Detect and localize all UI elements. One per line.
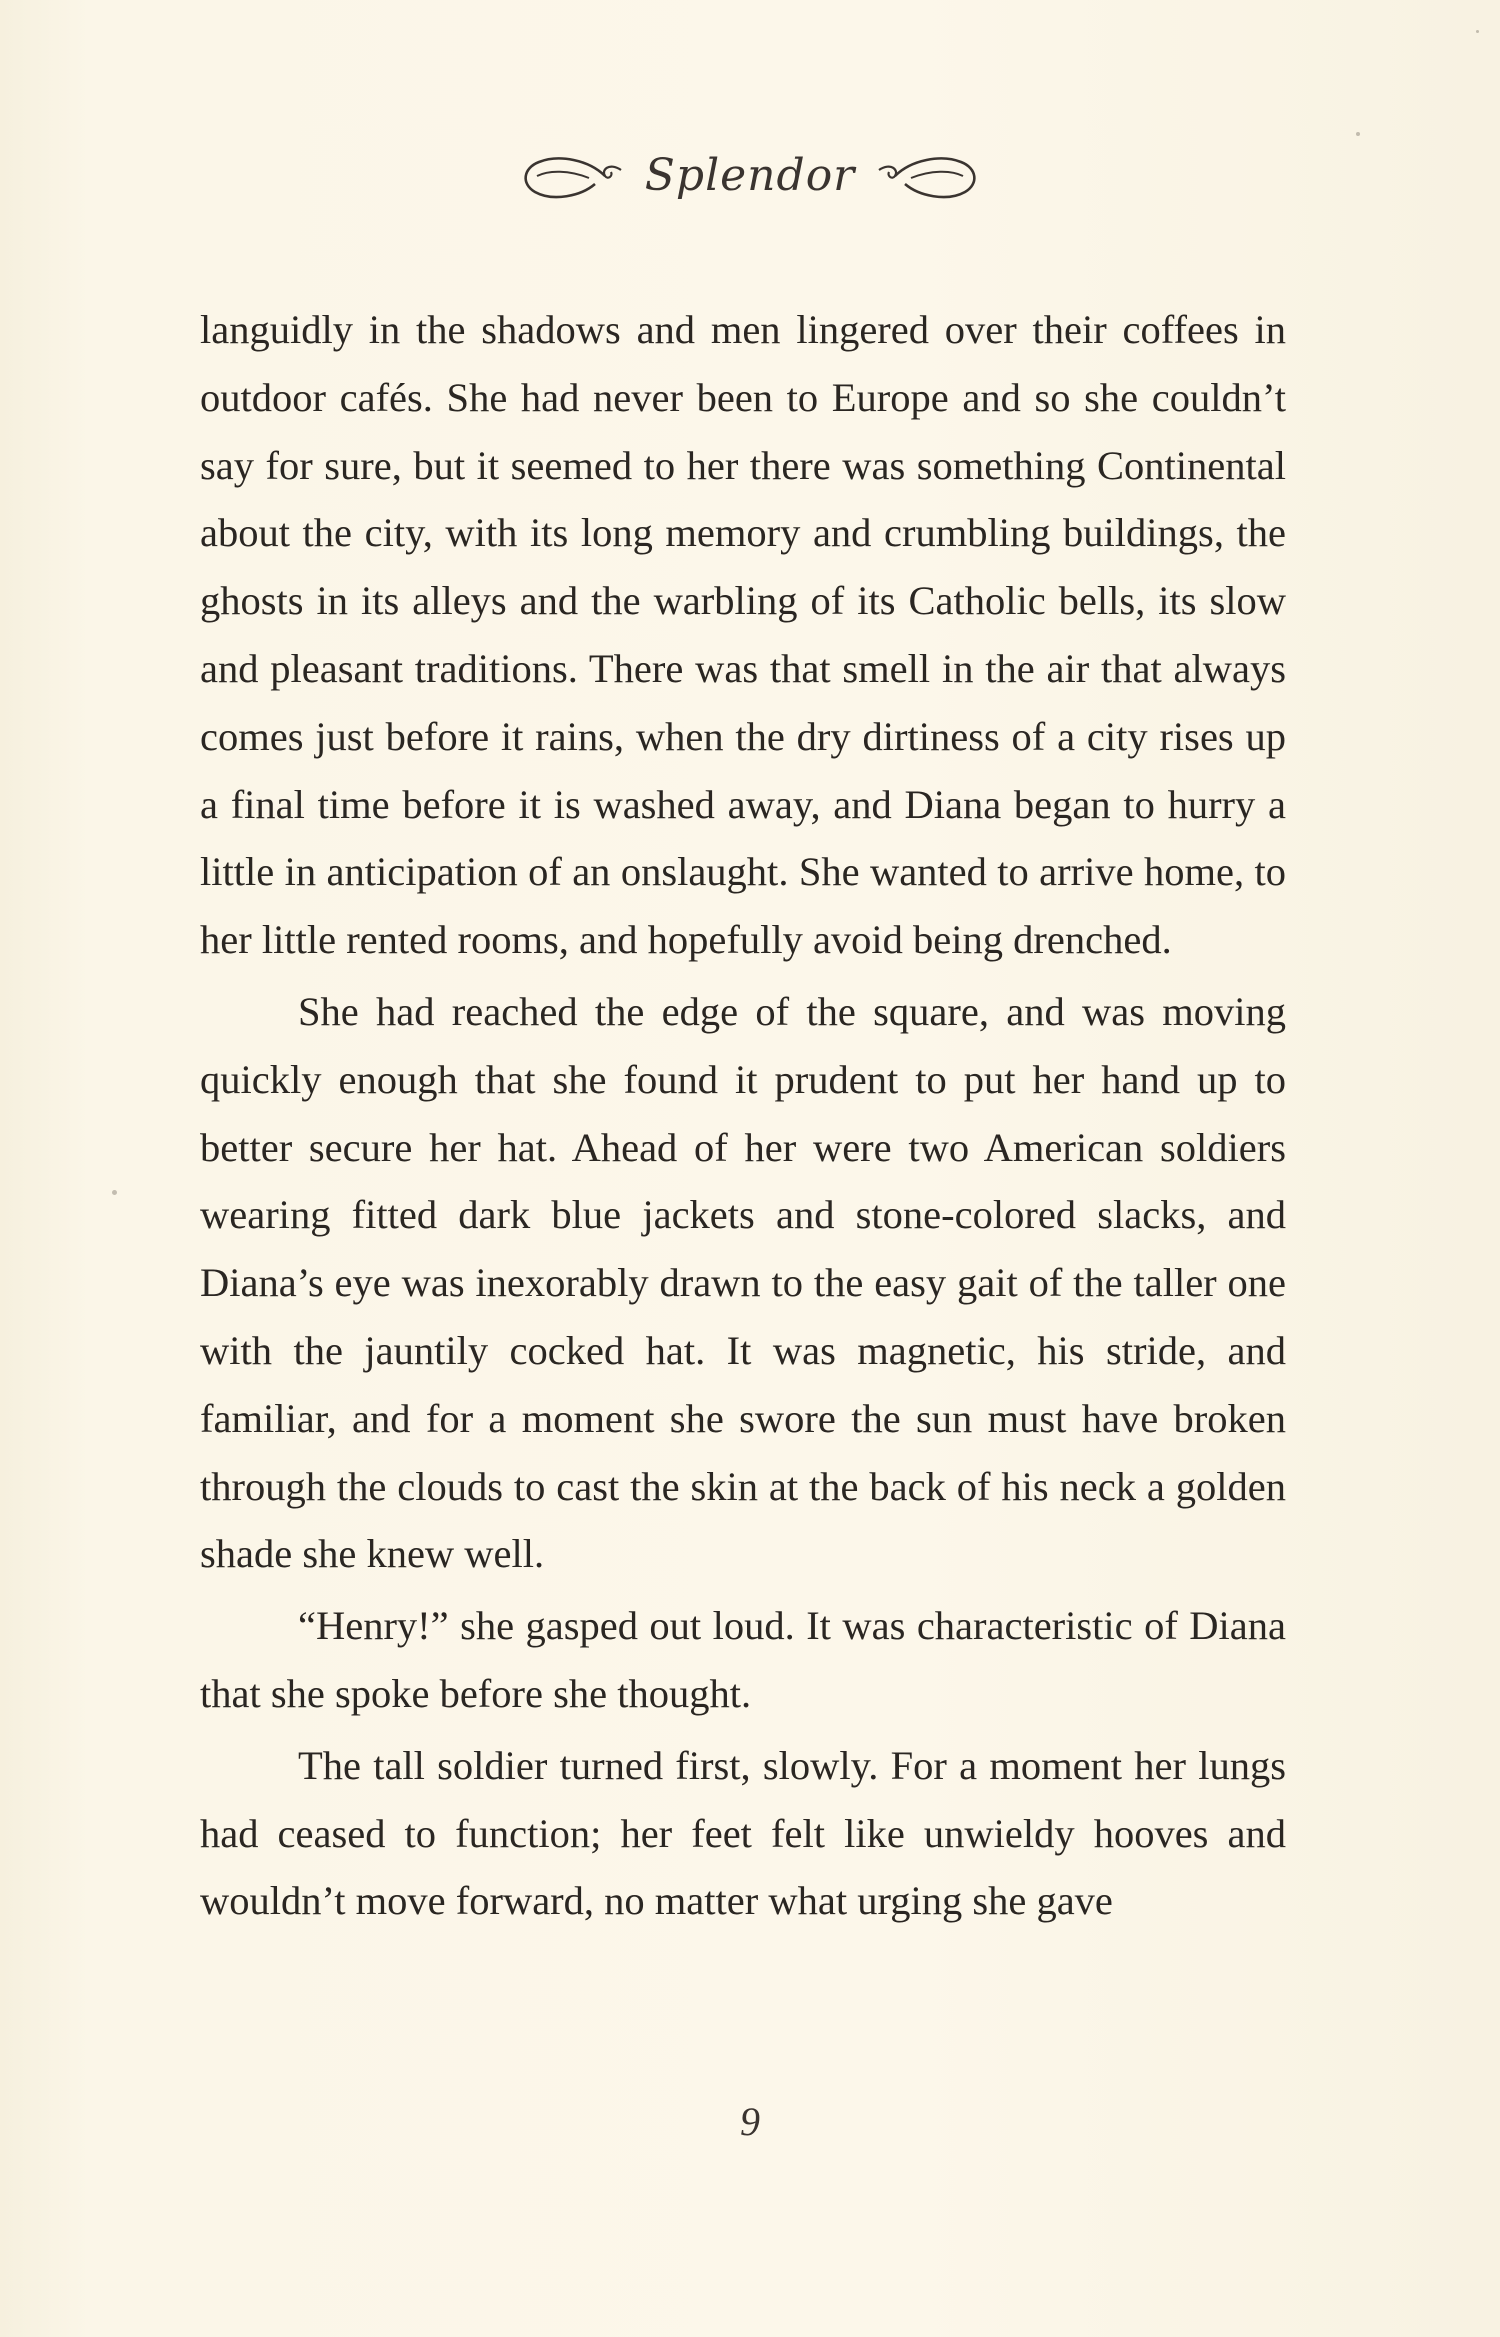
- paper-speck: [1356, 132, 1360, 136]
- paragraph-1: languidly in the shadows and men lingered over their coffees in outdoor cafés. She had never been to Europe and so she couldn’t say for sure, but it seemed to her there was something Continental about the city, with its long memory and crumbling buildings, the ghosts in its alleys and the warbling of its Catholic bells, its slow and pleasant traditions. There was that smell in the air that always comes just before it rains, when the dry dirtiness of a city rises up a final time before it is washed away, and Diana began to hurry a little in anticipation of an onslaught. She wanted to arrive home, to her little rented rooms, and hopefully avoid being drenched.: [200, 307, 1286, 963]
- paper-speck: [112, 1190, 117, 1195]
- page-number: 9: [740, 2099, 760, 2144]
- running-head-title: Splendor: [644, 149, 856, 201]
- right-flourish-icon: [871, 140, 991, 210]
- paragraph-2: She had reached the edge of the square, and was moving quickly enough that she found it prudent to put her hand up to better secure her hat. Ahead of her were two American soldiers wearing fitted dark blue jackets and stone-colored slacks, and Diana’s eye was inexorably drawn to the easy gait of the taller one with the jauntily cocked hat. It was magnetic, his stride, and familiar, and for a moment she swore the sun must have broken through the clouds to cast the skin at the back of his neck a golden shade she knew well.: [200, 988, 1286, 1577]
- paper-speck: [1476, 30, 1479, 33]
- paragraph-4: The tall soldier turned first, slowly. For a moment her lungs had ceased to function; her feet felt like unwieldy hooves and wouldn’t move forward, no matter what urging she gave: [200, 1742, 1286, 1924]
- running-header: [0, 140, 1500, 220]
- body-text: [200, 296, 1286, 1935]
- left-flourish-icon: [509, 140, 629, 210]
- paragraph-3: “Henry!” she gasped out loud. It was characteristic of Diana that she spoke before she thought.: [200, 1603, 1286, 1716]
